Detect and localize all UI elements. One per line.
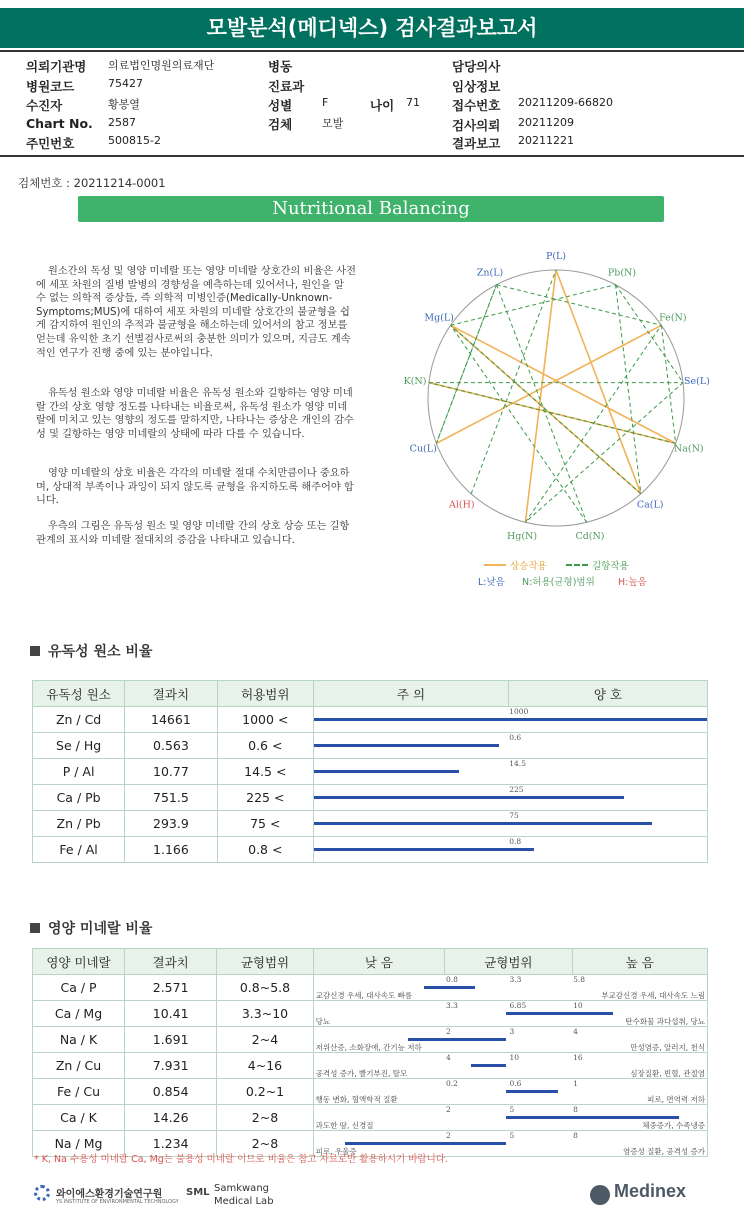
toxic-range-cell: 75 < <box>217 811 313 837</box>
wheel-labels <box>404 251 710 542</box>
low-effect-note: 저위산증, 소화장애, 간기능 저하 <box>315 1043 422 1052</box>
range-tick-label: 1 <box>573 1079 578 1088</box>
table-row <box>33 975 708 1001</box>
toxic-ratio-bar <box>314 718 707 721</box>
nutrient-col-balance: 균형범위 <box>445 949 572 975</box>
nutrient-mineral-cell: Fe / Cu <box>33 1079 125 1105</box>
antagonism-line <box>471 270 556 494</box>
toxic-ratio-bar <box>314 822 652 825</box>
toxic-element-cell: Fe / Al <box>33 837 125 863</box>
info-value-chart-no: 2587 <box>108 116 136 129</box>
range-tick-label: 3 <box>509 1027 515 1036</box>
toxic-range-cell: 14.5 < <box>217 759 313 785</box>
range-tick-label: 3.3 <box>445 1001 458 1010</box>
toxic-section-label: 유독성 원소 비율 <box>48 644 153 660</box>
wheel-node-label: Fe(N) <box>659 312 687 324</box>
toxic-ratio-bar <box>314 770 459 773</box>
nutrient-mineral-cell: Ca / P <box>33 975 125 1001</box>
toxic-bar-cell <box>313 785 707 811</box>
range-tick-label: 0.6 <box>509 1079 522 1088</box>
nutrient-range-cell: 2~4 <box>217 1027 313 1053</box>
nutrient-bar-cell <box>313 1027 707 1053</box>
nutrient-col-result: 결과치 <box>125 949 217 975</box>
range-tick-label: 2 <box>445 1105 451 1114</box>
wheel-node-label: Pb(N) <box>607 267 637 279</box>
toxic-bar-cell <box>313 759 707 785</box>
table-row <box>33 785 708 811</box>
toxic-range-cell: 1000 < <box>217 707 313 733</box>
legend-synergy: 상승작용 <box>510 561 547 572</box>
low-effect-note: 공격성 증가, 빨기부진, 탈모 <box>315 1069 408 1078</box>
info-label-receipt-no: 접수번호 <box>452 98 501 113</box>
toxic-col-range: 허용범위 <box>217 681 313 707</box>
info-label-institution: 의뢰기관명 <box>26 59 87 74</box>
info-value-hospital-code: 75427 <box>108 77 143 90</box>
threshold-label: 1000 <box>509 707 529 716</box>
info-value-resident-no: 500815-2 <box>108 134 161 147</box>
nutrient-bar-cell <box>313 1053 707 1079</box>
table-row <box>33 1105 708 1131</box>
toxic-table-header <box>33 681 708 707</box>
info-label-patient: 수진자 <box>26 98 63 113</box>
range-tick-label: 5 <box>509 1131 515 1140</box>
antagonism-line <box>497 285 662 326</box>
nutrient-result-cell: 7.931 <box>125 1053 217 1079</box>
info-value-specimen: 모발 <box>322 117 344 130</box>
toxic-element-cell: Zn / Cd <box>33 707 125 733</box>
low-effect-note: 행동 변화, 혈액학적 질환 <box>315 1095 398 1104</box>
nutrient-mineral-cell: Na / K <box>33 1027 125 1053</box>
sml-logo-sub: Medical Lab <box>214 1196 274 1207</box>
antagonism-line <box>497 285 587 523</box>
toxic-col-good: 양 호 <box>508 681 707 707</box>
nutritional-balancing-banner: Nutritional Balancing <box>78 196 664 222</box>
threshold-label: 75 <box>509 811 519 820</box>
section-square-icon <box>30 923 40 933</box>
toxic-element-cell: Se / Hg <box>33 733 125 759</box>
nutrient-ratio-bar <box>345 1142 506 1145</box>
wheel-legend-row1 <box>484 558 734 572</box>
table-row <box>33 1001 708 1027</box>
table-row <box>33 759 708 785</box>
specimen-number: 검체번호 : 20211214-0001 <box>18 176 166 190</box>
range-tick-label: 3.3 <box>509 975 522 984</box>
nutrient-col-mineral: 영양 미네랄 <box>33 949 125 975</box>
table-row <box>33 837 708 863</box>
antagonism-line <box>615 285 683 383</box>
nutrient-range-cell: 0.8~5.8 <box>217 975 313 1001</box>
info-label-resident-no: 주민번호 <box>26 136 75 151</box>
table-row <box>33 1053 708 1079</box>
toxic-table <box>32 680 708 863</box>
sml-logo-mark: SML <box>186 1187 210 1198</box>
wheel-node-label: Ca(L) <box>636 499 664 511</box>
wheel-circle <box>428 270 687 526</box>
high-effect-note: 부교감신경 우세, 대사속도 느림 <box>601 991 705 1000</box>
threshold-label: 225 <box>509 785 524 794</box>
info-label-report-date: 결과보고 <box>452 136 501 151</box>
range-tick-label: 0.2 <box>445 1079 458 1088</box>
antagonism-line <box>661 325 675 443</box>
nutrient-col-low: 낮 음 <box>313 949 444 975</box>
toxic-result-cell: 1.166 <box>125 837 217 863</box>
report-title: 모발분석(메디넥스) 검사결과보고서 <box>0 8 744 48</box>
sml-logo-name: Samkwang <box>214 1183 269 1194</box>
nutrient-result-cell: 1.691 <box>125 1027 217 1053</box>
nutrient-result-cell: 2.571 <box>125 975 217 1001</box>
wheel-node-label: Na(N) <box>673 443 704 455</box>
nutrient-ratio-bar <box>424 986 475 989</box>
table-row <box>33 1079 708 1105</box>
toxic-element-cell: P / Al <box>33 759 125 785</box>
high-effect-note: 만성염증, 알러지, 천식 <box>630 1043 705 1052</box>
toxic-ratio-bar <box>314 796 625 799</box>
nutrient-mineral-cell: Ca / K <box>33 1105 125 1131</box>
toxic-bar-cell <box>313 707 707 733</box>
nutrient-col-range: 균형범위 <box>217 949 313 975</box>
info-label-sex: 성별 <box>268 98 293 113</box>
range-tick-label: 16 <box>573 1053 583 1062</box>
high-effect-note: 심장질환, 빈혈, 관절염 <box>630 1069 705 1078</box>
toxic-range-cell: 225 < <box>217 785 313 811</box>
legend-antagonism: 길항작용 <box>592 561 629 572</box>
threshold-label: 0.6 <box>509 733 522 742</box>
high-effect-note: 탄수화물 과다섭취, 당뇨 <box>625 1017 705 1026</box>
range-tick-label: 4 <box>573 1027 578 1036</box>
nutrient-ratio-bar <box>471 1064 506 1067</box>
info-value-sex: F <box>322 96 329 109</box>
nutrient-col-high: 높 음 <box>572 949 707 975</box>
wheel-node-label: Al(H) <box>449 499 475 511</box>
legend-normal: N:허용(균형)범위 <box>522 577 595 588</box>
nutrient-result-cell: 10.41 <box>125 1001 217 1027</box>
toxic-result-cell: 0.563 <box>125 733 217 759</box>
footnote: * K, Na 수용성 미네랄 Ca, Mg는 불용성 미네랄 이므로 비율은 참고 자료로만 활용하시기 바랍니다. <box>34 1154 448 1165</box>
ys-logo-icon <box>34 1185 50 1201</box>
wheel-node-label: Mg(L) <box>424 312 454 324</box>
info-label-chart-no: Chart No. <box>26 116 93 131</box>
range-tick-label: 8 <box>573 1131 578 1140</box>
toxic-col-element: 유독성 원소 <box>33 681 125 707</box>
threshold-label: 14.5 <box>509 759 526 768</box>
nutrient-ratio-bar <box>408 1038 506 1041</box>
high-effect-note: 피로, 면역력 저하 <box>647 1095 705 1104</box>
range-tick-label: 5.8 <box>573 975 586 984</box>
nutrient-range-cell: 3.3~10 <box>217 1001 313 1027</box>
nutrient-bar-cell <box>313 1105 707 1131</box>
info-label-ward: 병동 <box>268 59 293 74</box>
wheel-node-label: Cu(L) <box>409 443 437 455</box>
low-effect-note: 교감신경 우세, 대사속도 빠름 <box>315 991 413 1000</box>
toxic-col-caution: 주 의 <box>313 681 508 707</box>
intro-paragraph-3: 영양 미네랄의 상호 비율은 각각의 미네랄 절대 수치만큼이나 중요하며, 상대적 부족이나 과잉이 되지 않도록 균형을 유지하도록 해주어야 합니다. <box>36 468 354 507</box>
wheel-legend-row2 <box>478 574 728 588</box>
nutrient-mineral-cell: Zn / Cu <box>33 1053 125 1079</box>
high-effect-note: 체중증가, 수족냉증 <box>642 1121 705 1130</box>
toxic-element-cell: Ca / Pb <box>33 785 125 811</box>
range-tick-label: 0.8 <box>445 975 458 984</box>
wheel-node-label: Se(L) <box>684 375 710 387</box>
toxic-result-cell: 14661 <box>125 707 217 733</box>
nutrient-range-cell: 4~16 <box>217 1053 313 1079</box>
ys-logo-name: 와이에스환경기술연구원 <box>56 1189 163 1200</box>
nutrient-range-cell: 0.2~1 <box>217 1079 313 1105</box>
intro-paragraph-4: 우측의 그림은 유독성 원소 및 영양 미네랄 간의 상호 상승 또는 길항 관계의 표시와 미네랄 절대치의 증감을 나타내고 있습니다. <box>36 521 350 546</box>
nutrient-bar-cell <box>313 1001 707 1027</box>
info-label-department: 진료과 <box>268 79 305 94</box>
wheel-node-label: Zn(L) <box>476 267 504 279</box>
synergy-line-icon <box>484 564 506 566</box>
antagonism-line-icon <box>566 564 588 566</box>
toxic-ratio-bar <box>314 848 534 851</box>
info-value-institution: 의료법인명원의료재단 <box>108 59 215 72</box>
wheel-lines <box>429 270 683 522</box>
intro-paragraph-1: 원소간의 독성 및 영양 미네랄 또는 영양 미네랄 상호간의 비율은 사전에 세포 차원의 질병 발병의 경향성을 예측하는데 있어서나, 원인을 알 수 없는 의학적 증상들, 즉 의학적 미병인증(Medically-Unknown-Symptoms;MUS)에 대하여 세포 차원의 미네랄 상호간의 불균형을 쉽게 감지하여 원인의 추적과 불균형을 해소하는데 있어서의 참고 정보를 얻는데 유익한 초기 선별검사로써의 충분한 의미가 있으며, 지금도 계속적인 연구가 진행 중에 있는 분야입니다. <box>36 266 356 359</box>
range-tick-label: 5 <box>509 1105 515 1114</box>
info-label-clinical-info: 임상정보 <box>452 79 501 94</box>
nutrient-table-header <box>33 949 708 975</box>
range-tick-label: 2 <box>445 1131 451 1140</box>
toxic-range-cell: 0.8 < <box>217 837 313 863</box>
header-divider-top <box>0 50 744 52</box>
info-value-patient: 황봉열 <box>108 98 140 111</box>
nutrient-bar-cell <box>313 1079 707 1105</box>
legend-low: L:낮음 <box>478 577 505 588</box>
toxic-section-title <box>30 641 152 661</box>
nutrient-range-cell: 2~8 <box>217 1131 313 1157</box>
toxic-result-cell: 751.5 <box>125 785 217 811</box>
table-row <box>33 733 708 759</box>
nutrient-ratio-bar <box>506 1090 557 1093</box>
low-effect-note: 과도한 땀, 신경질 <box>315 1121 374 1130</box>
range-tick-label: 6.85 <box>509 1001 527 1010</box>
ys-logo-sub: YS INSTITUTE OF ENVIRONMENTAL TECHNOLOGY <box>56 1199 179 1205</box>
antagonism-line <box>451 285 616 326</box>
toxic-bar-cell <box>313 733 707 759</box>
nutrient-table <box>32 948 708 1157</box>
range-tick-label: 4 <box>445 1053 451 1062</box>
toxic-ratio-bar <box>314 744 499 747</box>
toxic-element-cell: Zn / Pb <box>33 811 125 837</box>
nutrient-result-cell: 14.26 <box>125 1105 217 1131</box>
nutrient-section-label: 영양 미네랄 비율 <box>48 921 153 937</box>
toxic-result-cell: 293.9 <box>125 811 217 837</box>
info-label-specimen: 검체 <box>268 117 293 132</box>
nutrient-mineral-cell: Ca / Mg <box>33 1001 125 1027</box>
toxic-col-result: 결과치 <box>125 681 217 707</box>
wheel-node-label: Hg(N) <box>506 530 538 542</box>
toxic-result-cell: 10.77 <box>125 759 217 785</box>
low-effect-note: 피로, 우울증 <box>315 1147 357 1156</box>
nutrient-result-cell: 1.234 <box>125 1131 217 1157</box>
nutrient-ratio-bar <box>506 1012 612 1015</box>
info-value-report-date: 20211221 <box>518 134 574 147</box>
info-value-age: 71 <box>406 96 420 109</box>
header-divider-bottom <box>0 155 744 157</box>
info-label-hospital-code: 병원코드 <box>26 79 75 94</box>
nutrient-bar-cell <box>313 975 707 1001</box>
table-row <box>33 811 708 837</box>
table-row <box>33 707 708 733</box>
high-effect-note: 염증성 질환, 공격성 증가 <box>623 1147 705 1156</box>
table-row <box>33 1027 708 1053</box>
medinex-logo-icon <box>590 1185 610 1205</box>
info-label-age: 나이 <box>370 98 395 113</box>
wheel-node-label: Cd(N) <box>575 530 605 542</box>
intro-paragraph-2: 유독성 원소와 영양 미네랄 비율은 유독성 원소와 길항하는 영양 미네랄 간의 상호 영향 정도를 나타내는 비율로써, 유독성 원소가 영양 미네랄에 미치고 있는 영향의 정도를 말하지만, 나타나는 증상은 개인의 감수성 및 길항하는 영양 미네랄의 상태에 따라 다를 수 있습니다. <box>36 388 354 440</box>
section-square-icon <box>30 646 40 656</box>
nutrient-section-title <box>30 918 152 938</box>
threshold-label: 0.8 <box>509 837 522 846</box>
wheel-node-label: P(L) <box>545 251 567 262</box>
nutrient-result-cell: 0.854 <box>125 1079 217 1105</box>
footer-logos <box>0 1176 744 1214</box>
nutrient-mineral-cell: Na / Mg <box>33 1131 125 1157</box>
antagonism-line <box>436 285 496 444</box>
low-effect-note: 당뇨 <box>315 1017 331 1026</box>
nutrient-range-cell: 2~8 <box>217 1105 313 1131</box>
info-value-receipt-no: 20211209-66820 <box>518 96 613 109</box>
medinex-logo-name: Medinex <box>614 1181 687 1201</box>
nutrient-ratio-bar <box>506 1116 679 1119</box>
toxic-range-cell: 0.6 < <box>217 733 313 759</box>
range-tick-label: 10 <box>509 1053 520 1062</box>
range-tick-label: 2 <box>445 1027 451 1036</box>
range-tick-label: 8 <box>573 1105 578 1114</box>
legend-high: H:높음 <box>618 577 647 588</box>
range-tick-label: 10 <box>573 1001 583 1010</box>
mineral-wheel <box>396 251 726 558</box>
toxic-bar-cell <box>313 811 707 837</box>
toxic-bar-cell <box>313 837 707 863</box>
info-label-request-date: 검사의뢰 <box>452 118 501 133</box>
info-label-doctor: 담당의사 <box>452 59 501 74</box>
wheel-node-label: K(N) <box>403 375 427 387</box>
info-value-request-date: 20211209 <box>518 116 574 129</box>
